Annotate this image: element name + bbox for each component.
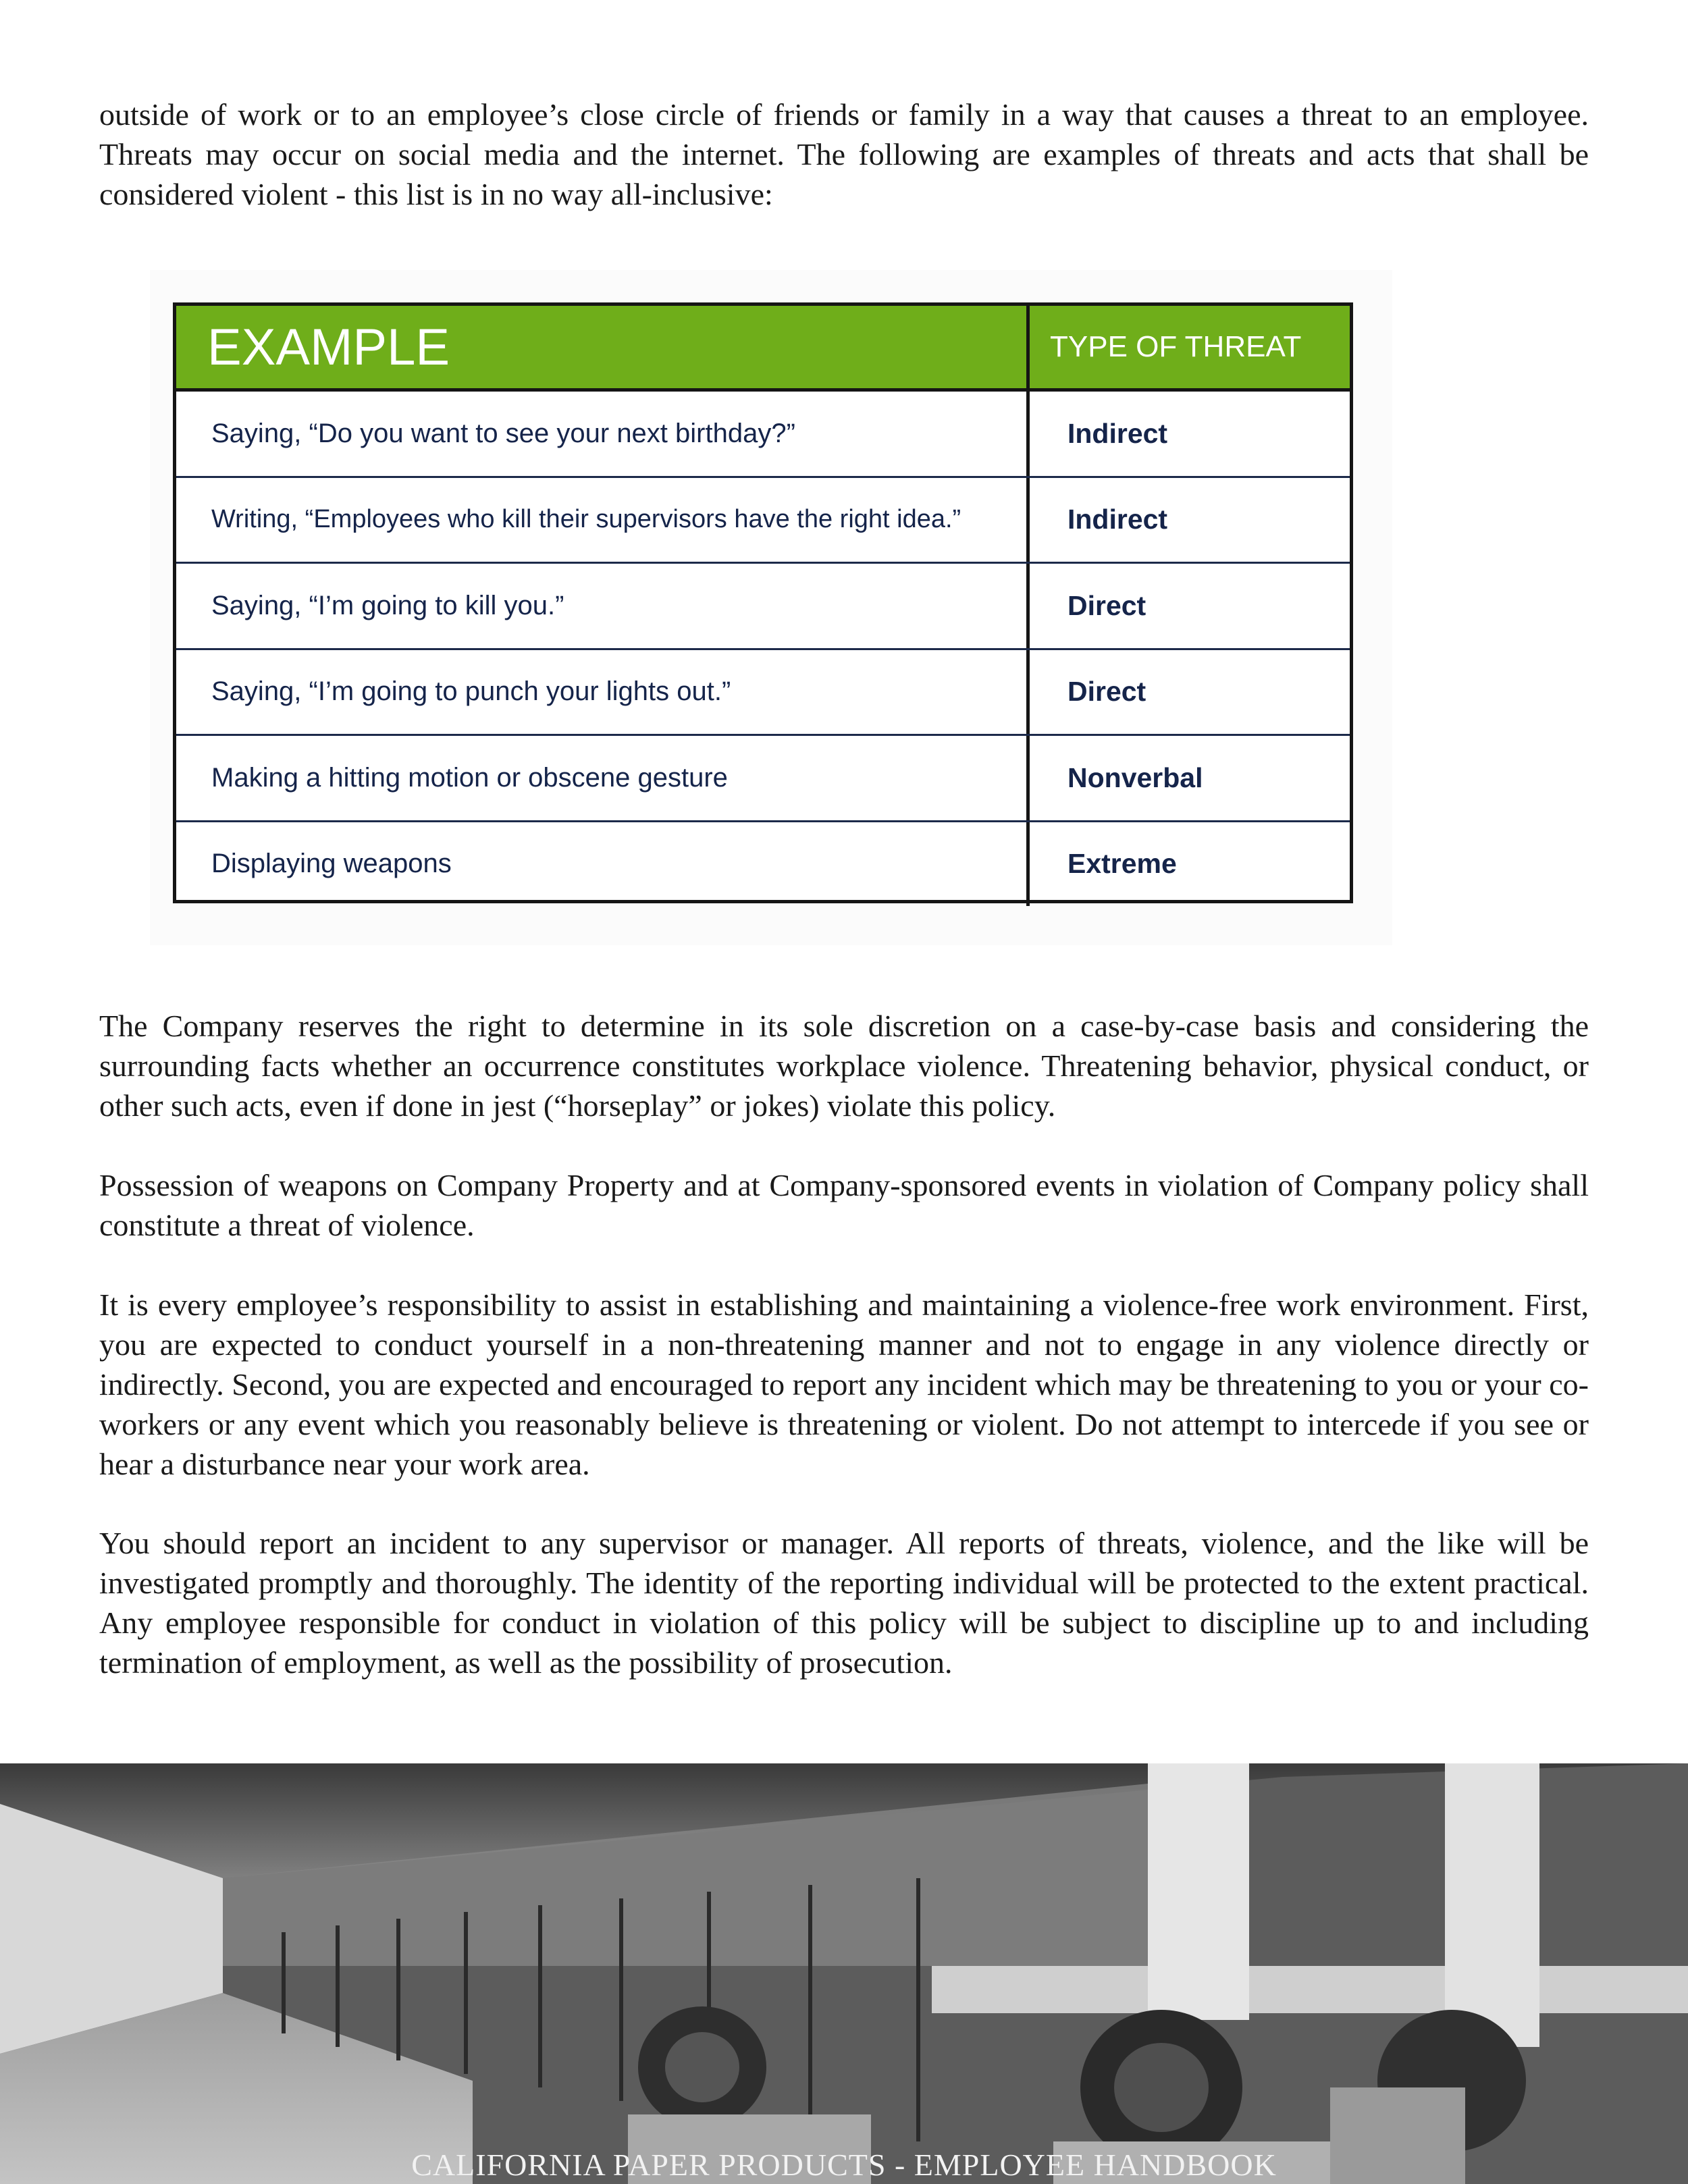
table-row — [176, 822, 1350, 906]
discretion-paragraph: The Company reserves the right to determine in its sole discretion on a case-by-case basis and considering the surrounding facts whether an occurrence constitutes workplace violence. Threatening behavior, physical conduct, or other such acts, even if done in jest (“horseplay” or jokes) violate this policy. — [99, 1009, 1589, 1123]
example-cell: Saying, “I’m going to punch your lights out.” — [176, 650, 1030, 735]
table-row — [176, 392, 1350, 478]
threat-type-cell: Direct — [1067, 676, 1146, 708]
threat-type-cell: Nonverbal — [1067, 762, 1203, 793]
responsibility-paragraph: It is every employee’s responsibility to assist in establishing and maintaining a violence-free work environment. First, you are expected to conduct yourself in a non-threatening manner and not to engage in any violence directly or indirectly. Second, you are expected and encouraged to report any incident which may be threatening to you or your co-workers or any event which you reasonably believe is threatening or violent. Do not attempt to intercede if you see or hear a disturbance near your work area. — [99, 1287, 1589, 1481]
threat-type-cell: Indirect — [1067, 504, 1168, 535]
header-example: EXAMPLE — [207, 318, 450, 376]
example-cell: Displaying weapons — [176, 822, 1030, 906]
example-cell: Saying, “Do you want to see your next birthday?” — [176, 392, 1030, 476]
example-cell: Writing, “Employees who kill their supervisors have the right idea.” — [176, 478, 1030, 562]
factory-machinery-photo — [0, 1763, 1688, 2184]
threat-type-cell: Direct — [1067, 589, 1146, 621]
threat-type-cell: Extreme — [1067, 848, 1177, 879]
threat-examples-table — [173, 302, 1353, 903]
table-row — [176, 564, 1350, 650]
threat-type-cell: Indirect — [1067, 417, 1168, 449]
table-row — [176, 650, 1350, 737]
table-header — [176, 306, 1350, 392]
example-cell: Saying, “I’m going to kill you.” — [176, 564, 1030, 648]
table-row — [176, 478, 1350, 564]
header-type-of-threat: TYPE OF THREAT — [1050, 330, 1302, 363]
weapons-paragraph: Possession of weapons on Company Property and at Company-sponsored events in violation of Company policy shall constitute a threat of violence. — [99, 1168, 1589, 1242]
example-cell: Making a hitting motion or obscene gesture — [176, 736, 1030, 820]
factory-machinery-illustration — [0, 1763, 1688, 2184]
table-row — [176, 736, 1350, 822]
threat-examples-figure — [150, 270, 1392, 945]
intro-paragraph: outside of work or to an employee’s close circle of friends or family in a way that causes a threat to an employee. Threats may occur on social media and the internet. The following are examples of threats and acts that shall be considered violent - this list is in no way all-inclusive: — [99, 97, 1589, 211]
handbook-footer-title: CALIFORNIA PAPER PRODUCTS - EMPLOYEE HANDBOOK — [411, 2148, 1277, 2182]
report-paragraph: You should report an incident to any supervisor or manager. All reports of threats, violence, and the like will be investigated promptly and thoroughly. The identity of the reporting individual will be protected to the extent practical. Any employee responsible for conduct in violation of this policy will be subject to discipline up to and including termination of employment, as well as the possibility of prosecution. — [99, 1526, 1589, 1680]
